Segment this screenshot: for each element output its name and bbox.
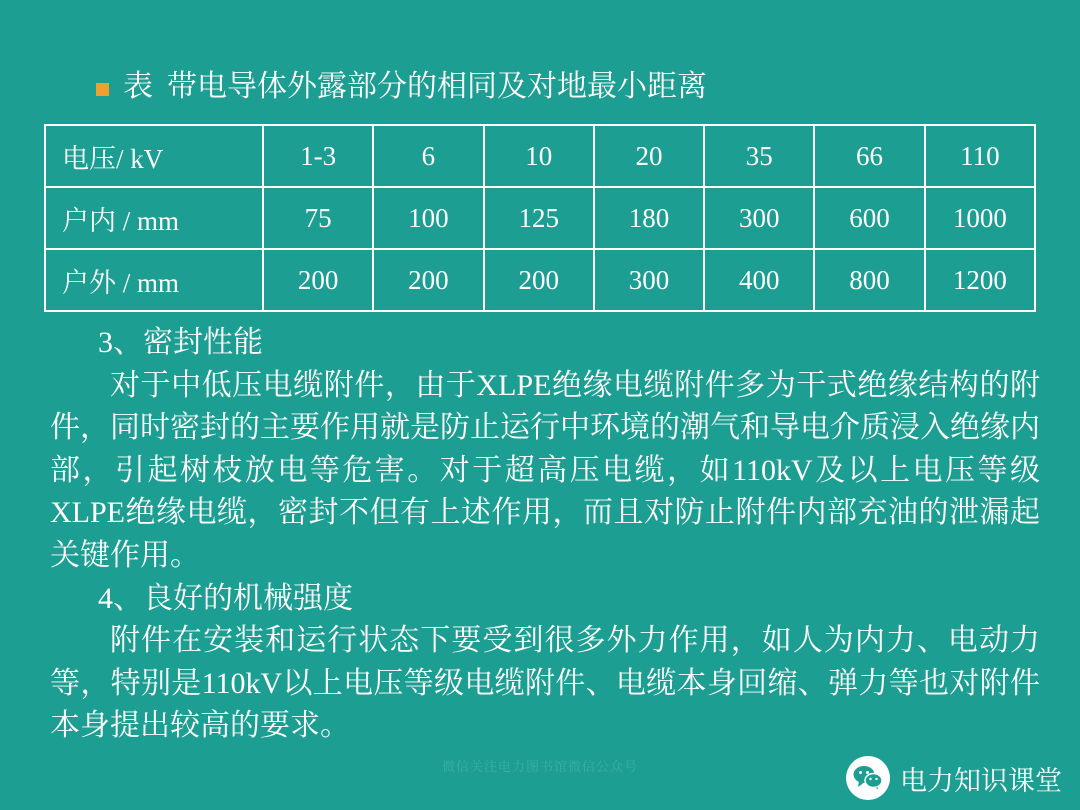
table-cell: 200 (263, 249, 373, 311)
table-cell: 125 (484, 187, 594, 249)
table-cell: 20 (594, 125, 704, 187)
table-cell: 6 (373, 125, 483, 187)
table-row (45, 249, 1035, 311)
table-cell: 100 (373, 187, 483, 249)
table-cell: 110 (925, 125, 1035, 187)
table-cell: 800 (814, 249, 924, 311)
heading-title: 带电导体外露部分的相同及对地最小距离 (167, 70, 707, 103)
table-row (45, 125, 1035, 187)
section-paragraph-4: 附件在安装和运行状态下要受到很多外力作用，如人为内力、电动力等，特别是110kV以上电压等级电缆附件、电缆本身回缩、弹力等也对附件本身提出较高的要求。 (50, 624, 1040, 743)
table-cell: 400 (704, 249, 814, 311)
section-title-3: 3、密封性能 (98, 326, 263, 359)
heading-label: 表 (123, 70, 153, 103)
table-row (45, 187, 1035, 249)
table-cell: 200 (484, 249, 594, 311)
distance-table-grid (44, 124, 1036, 312)
watermark-text: 微信关注电力图书馆微信公众号 (441, 759, 638, 774)
wechat-icon (846, 756, 890, 800)
section-title-4: 4、良好的机械强度 (98, 581, 353, 615)
table-cell: 66 (814, 125, 924, 187)
table-cell: 1200 (925, 249, 1035, 311)
section-paragraph-3: 对于中低压电缆附件，由于XLPE绝缘电缆附件多为干式绝缘结构的附件，同时密封的主要作用就是防止运行中环境的潮气和导电介质浸入绝缘内部，引起树枝放电等危害。对于超高压电缆，如110kV及以上电压等级XLPE绝缘电缆，密封不但有上述作用，而且对防止附件内部充油的泄漏起关键作用。 (50, 368, 1040, 572)
table-cell: 180 (594, 187, 704, 249)
slide-body (48, 322, 1048, 748)
table-row-label: 电压/ kV (45, 125, 263, 187)
table-cell: 35 (704, 125, 814, 187)
table-cell: 1-3 (263, 125, 373, 187)
channel-logo-text: 电力知识课堂 (900, 765, 1062, 796)
table-cell: 600 (814, 187, 924, 249)
table-cell: 200 (373, 249, 483, 311)
table-cell: 300 (594, 249, 704, 311)
bullet-square-icon (96, 83, 109, 96)
table-cell: 300 (704, 187, 814, 249)
table-row-label: 户外 / mm (45, 249, 263, 311)
distance-table (44, 124, 1036, 312)
table-row-label: 户内 / mm (45, 187, 263, 249)
table-cell: 1000 (925, 187, 1035, 249)
channel-logo (846, 756, 1062, 800)
slide-heading (96, 70, 707, 103)
table-cell: 75 (263, 187, 373, 249)
table-cell: 10 (484, 125, 594, 187)
